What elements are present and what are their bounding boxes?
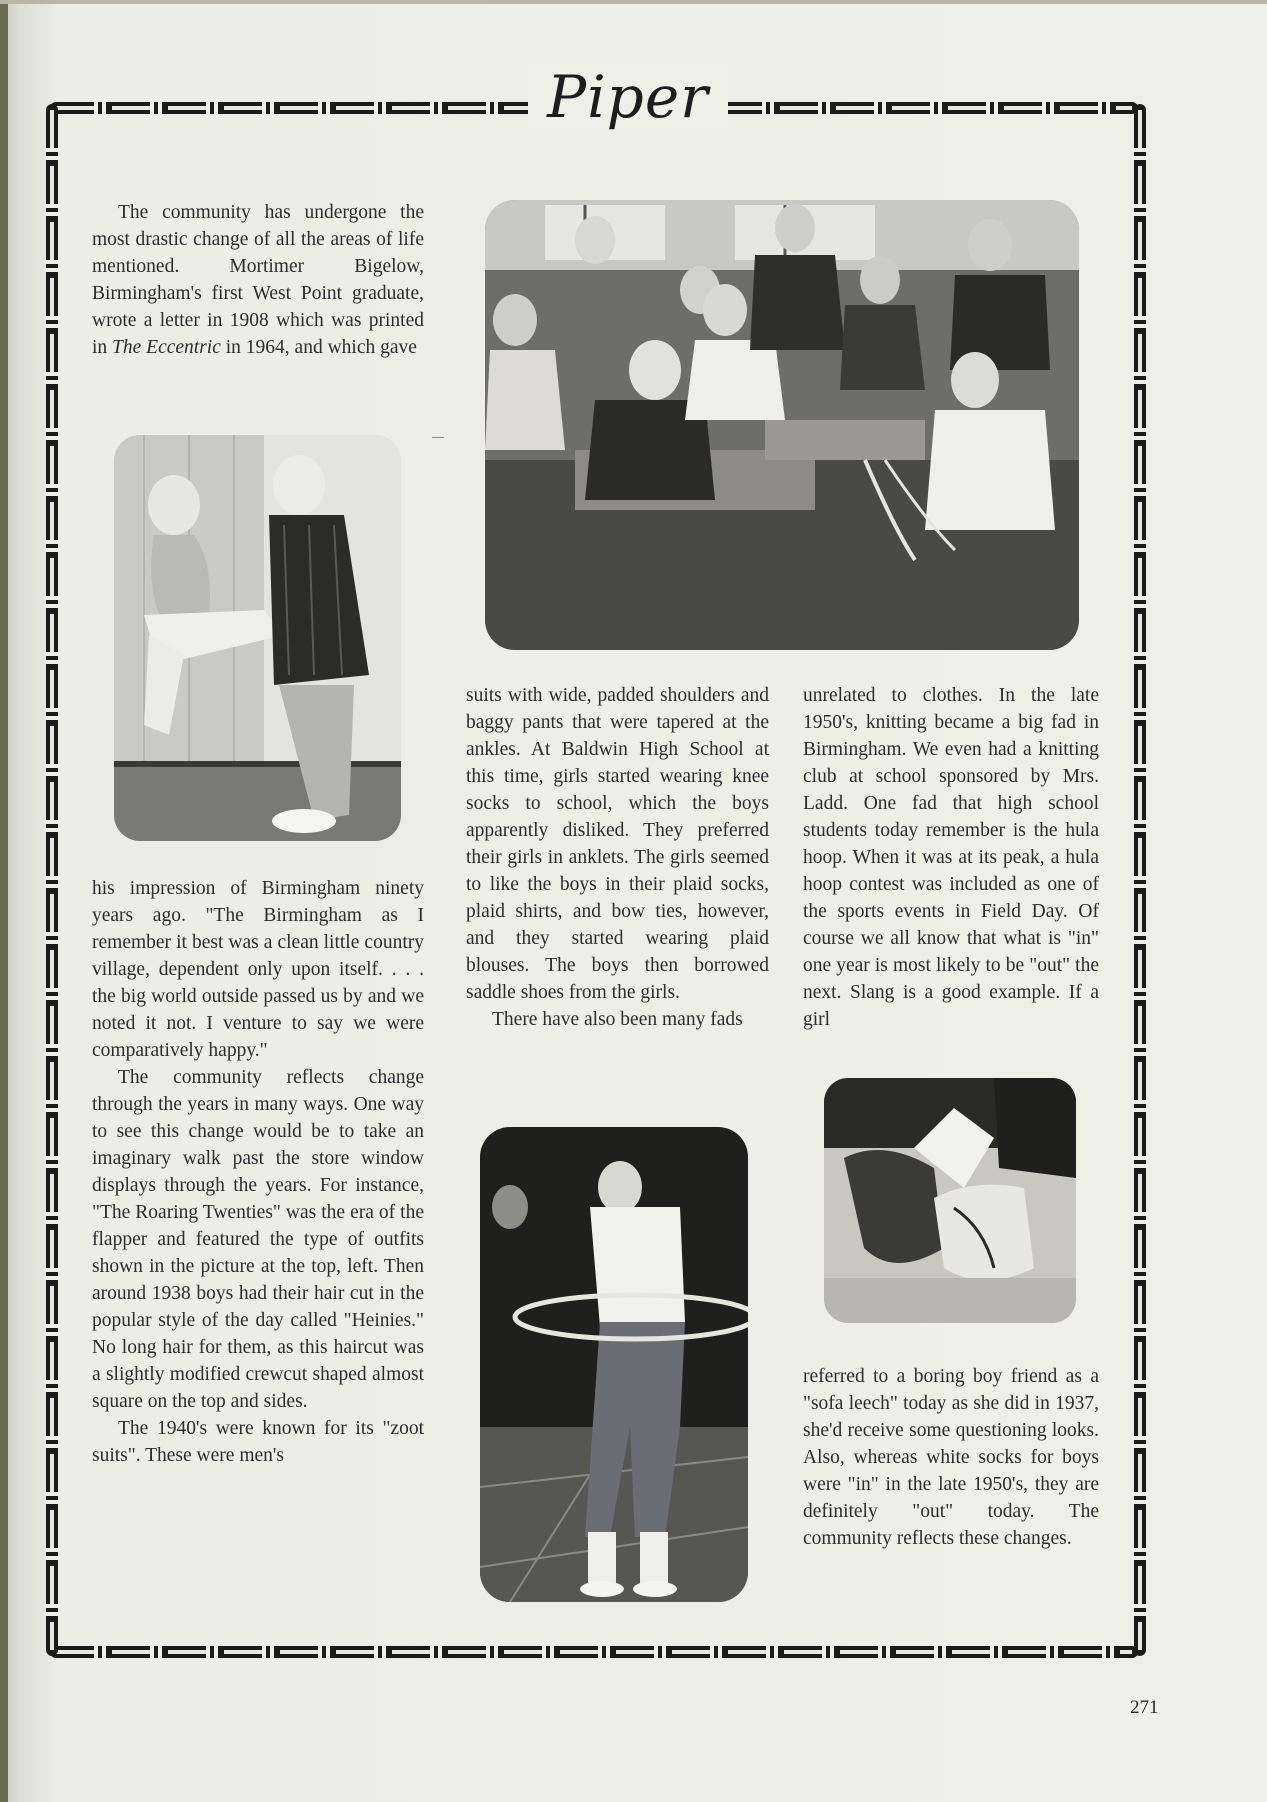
- top-edge: [0, 0, 1267, 4]
- middle-column: [466, 682, 769, 1033]
- photo-flapper-couple: [114, 435, 401, 841]
- intro-paragraph: [92, 199, 424, 361]
- right-column-top: [803, 682, 1099, 1033]
- photo-knitting-club: [485, 200, 1079, 650]
- title-plate: [528, 62, 728, 132]
- left-paragraph-1: his impression of Birmingham ninety years ago. "The Birmingham as I remember it best was a clean little country village, dependent only upon itself. . . . the big world outside passed us by and we noted it not. I venture to say we were comparatively happy.": [92, 878, 424, 1061]
- binding-edge: [0, 0, 8, 1802]
- publication-name: The Eccentric: [112, 337, 221, 358]
- left-paragraph-2: The community reflects change through the years in many ways. One way to see this change would be to take an imaginary walk past the store window displays through the years. For instance, "The Roaring Twenties" was the era of the flapper and featured the type of outfits shown in the picture at the top, left. Then around 1938 boys had their hair cut in the popular style of the day called "Heinies." No long hair for them, as this haircut was a slightly modified crewcut shaped almost square on the top and sides.: [92, 1067, 424, 1412]
- photo-saddle-shoes: [824, 1078, 1076, 1323]
- border-left: [46, 104, 58, 1656]
- right-paragraph-2: referred to a boring boy friend as a "sofa leech" today as she did in 1937, she'd receive some questioning looks. Also, whereas white socks for boys were "in" in the late 1950's, they are definitely "out" today. The community reflects these changes.: [803, 1366, 1099, 1549]
- page-title: Piper: [547, 63, 709, 131]
- right-column-bottom: [803, 1363, 1099, 1552]
- intro-text-end: in 1964, and which gave: [220, 337, 417, 358]
- border-right: [1134, 104, 1146, 1656]
- right-paragraph-1: unrelated to clothes. In the late 1950's, knitting became a big fad in Birmingham. We even had a knitting club at school sponsored by Mrs. Ladd. One fad that high school students today remember is the hula hoop. When it was at its peak, a hula hoop contest was included as one of the sports events in Field Day. Of course we all know that what is "in" one year is most likely to be "out" the next. Slang is a good example. If a girl: [803, 685, 1099, 1030]
- photo-hula-hoop: [480, 1127, 748, 1602]
- mid-paragraph-2: There have also been many fads: [492, 1009, 743, 1030]
- page-number: 271: [1130, 1697, 1159, 1718]
- print-mark: [432, 437, 444, 438]
- left-paragraph-3: The 1940's were known for its "zoot suits". These were men's: [92, 1418, 424, 1466]
- intro-column: [92, 199, 424, 361]
- mid-paragraph-1: suits with wide, padded shoulders and baggy pants that were tapered at the ankles. At Baldwin High School at this time, girls started wearing knee socks to school, which the boys apparently disliked. They preferred their girls in anklets. The girls seemed to like the boys in their plaid socks, plaid shirts, and bow ties, however, and they started wearing plaid blouses. The boys then borrowed saddle shoes from the girls.: [466, 685, 769, 1003]
- intro-text: The community has undergone the most drastic change of all the areas of life mentioned. Mortimer Bigelow, Birmingham's first West Point graduate, wrote a letter in 1908 which was printed in: [92, 202, 424, 358]
- border-top-left: [50, 102, 540, 114]
- border-bottom: [50, 1646, 1138, 1658]
- left-column: [92, 875, 424, 1469]
- border-top-right: [718, 102, 1138, 114]
